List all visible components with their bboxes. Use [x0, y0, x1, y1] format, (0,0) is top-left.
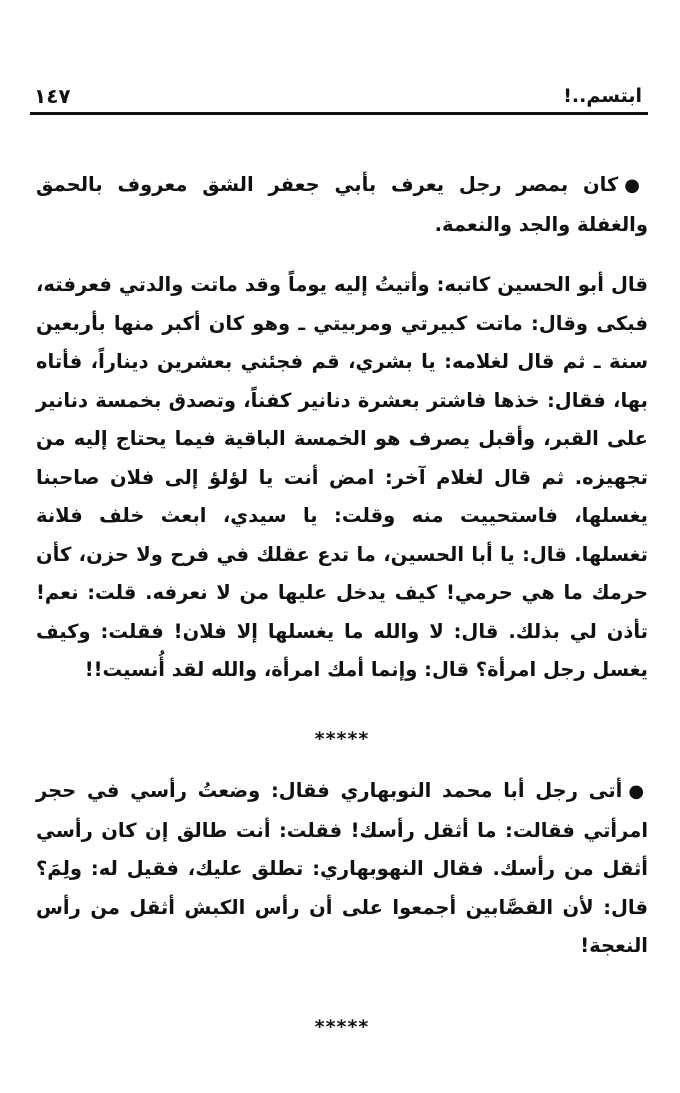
section-separator: *****: [314, 1015, 370, 1038]
page-number: ١٤٧: [34, 84, 71, 108]
bullet-marker: ●: [624, 175, 648, 196]
bullet-marker: ●: [628, 781, 648, 802]
paragraph-text: كان بمصر رجل يعرف بأبي جعفر الشق معروف بالحمق والغفلة والجد والنعمة.: [36, 173, 648, 236]
paragraph-text: أتى رجل أبا محمد النوبهاري فقال: وضعتُ رأسي في حجر امرأتي فقالت: ما أثقل رأسك! فقلت: أنت طالق إن كان رأسي أثقل من رأسك. فقال النهوبهاري: تطلق عليك، فقيل له: ولِمَ؟ قال: لأن القصَّابين أجمعوا على أن رأس الكبش أثقل من رأس النعجة!: [36, 779, 648, 957]
paragraph-anecdote-2: [36, 772, 648, 966]
paragraph-anecdote-1-story: [36, 266, 648, 690]
section-separator: *****: [314, 727, 370, 750]
page-body: [36, 166, 648, 1060]
header-rule: [30, 112, 648, 115]
page-header: [30, 84, 648, 110]
paragraph-text: قال أبو الحسين كاتبه: وأتيتُ إليه يوماً وقد ماتت والدتي فعرفته، فبكى وقال: ماتت كبيرتي ومربيتي ـ وهو كان أكبر منها بأربعين سنة ـ ثم قال لغلامه: يا بشري، قم فجئني بعشرين ديناراً، فأتاه بها، فقال: خذها فاشتر بعشرة دنانير كفناً، وتصدق بخمسة دنانير على القبر، وأقبل يصرف هو الخمسة الباقية فيما يحتاج إليه من تجهيزه. ثم قال لغلام آخر: امض أنت يا لؤلؤ إلى فلان صاحبنا يغسلها، فاستحييت منه وقلت: يا سيدي، ابعث خلف فلانة تغسلها. قال: يا أبا الحسين، ما تدع عقلك في فرح ولا حزن، كأن حرمك ما هي حرمي! كيف يدخل عليها من لا نعرفه. قلت: نعم! تأذن لي بذلك. قال: لا والله ما يغسلها إلا فلان! فقلت: وكيف يغسل رجل امرأة؟ قال: وإنما أمك امرأة، والله لقد أُنسيت!!: [36, 273, 648, 681]
paragraph-anecdote-1-intro: [36, 166, 648, 244]
running-title: ابتسم..!: [563, 85, 642, 107]
